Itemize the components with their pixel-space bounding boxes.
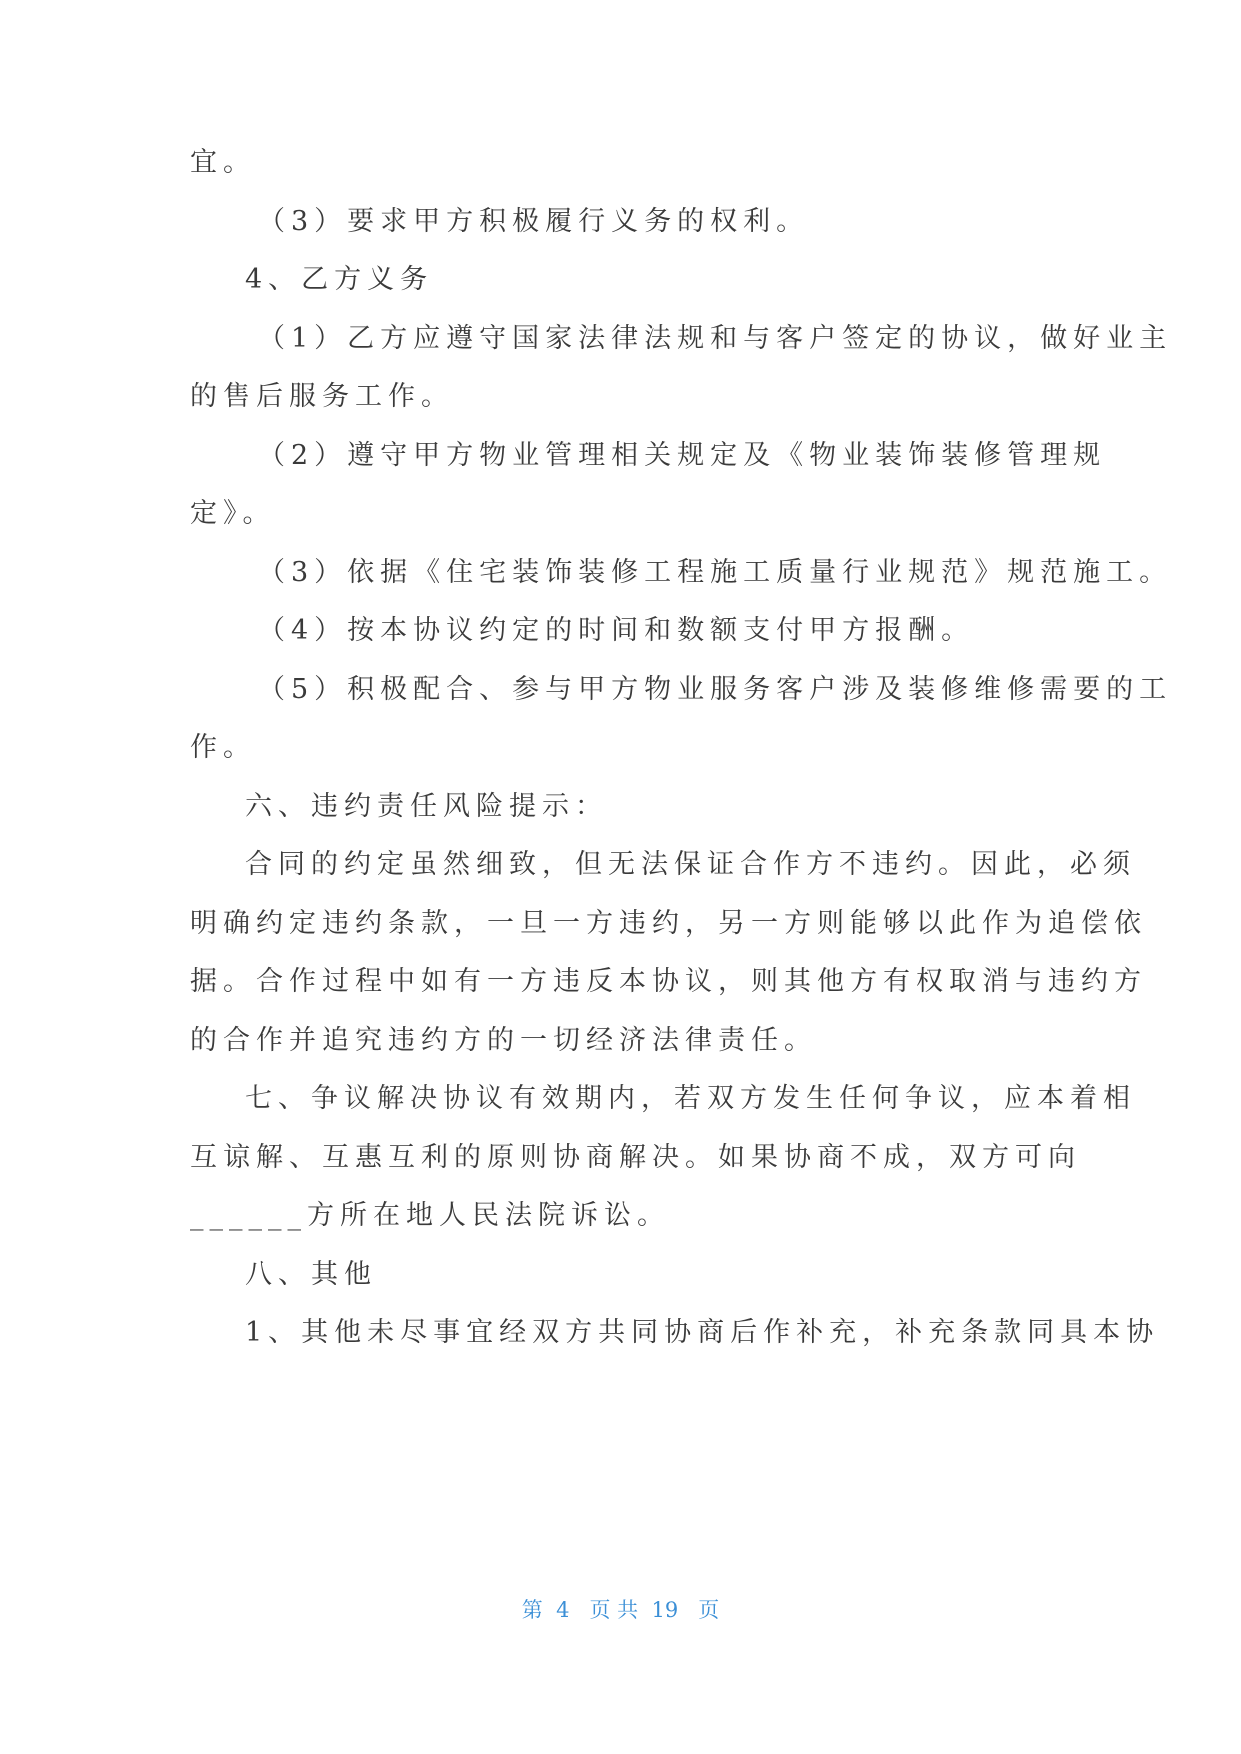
text-line: 宜。: [190, 147, 256, 178]
text-line: 互谅解、互惠互利的原则协商解决。如果协商不成，双方可向: [190, 1142, 1081, 1173]
section-heading: 4、乙方义务: [245, 264, 434, 295]
page-number-footer: 第 4 页 共 19 页: [521, 1598, 720, 1622]
text-line: （5）积极配合、参与甲方物业服务客户涉及装修维修需要的工: [258, 674, 1173, 705]
text-line: 定》。: [190, 498, 276, 529]
section-heading: 七、争议解决协议有效期内，若双方发生任何争议，应本着相: [245, 1083, 1136, 1114]
text-line: ______方所在地人民法院诉讼。: [190, 1200, 670, 1231]
section-heading: 八、其他: [245, 1259, 377, 1290]
text-line: 明确约定违约条款，一旦一方违约，另一方则能够以此作为追偿依: [190, 908, 1147, 939]
text-line: 的合作并追究违约方的一切经济法律责任。: [190, 1025, 817, 1056]
section-heading: 六、违约责任风险提示：: [245, 791, 608, 822]
text-line: （3）要求甲方积极履行义务的权利。: [258, 206, 810, 237]
text-line: 据。合作过程中如有一方违反本协议，则其他方有权取消与违约方: [190, 966, 1147, 997]
text-line: 的售后服务工作。: [190, 381, 454, 412]
text-line: （1）乙方应遵守国家法律法规和与客户签定的协议，做好业主: [258, 323, 1173, 354]
text-line: （2）遵守甲方物业管理相关规定及《物业装饰装修管理规: [258, 440, 1107, 471]
text-line: 作。: [190, 732, 256, 763]
text-line: 合同的约定虽然细致，但无法保证合作方不违约。因此，必须: [245, 849, 1136, 880]
text-line: （4）按本协议约定的时间和数额支付甲方报酬。: [258, 615, 975, 646]
text-line: 1、其他未尽事宜经双方共同协商后作补充，补充条款同具本协: [245, 1317, 1160, 1348]
text-line: （3）依据《住宅装饰装修工程施工质量行业规范》规范施工。: [258, 557, 1173, 588]
